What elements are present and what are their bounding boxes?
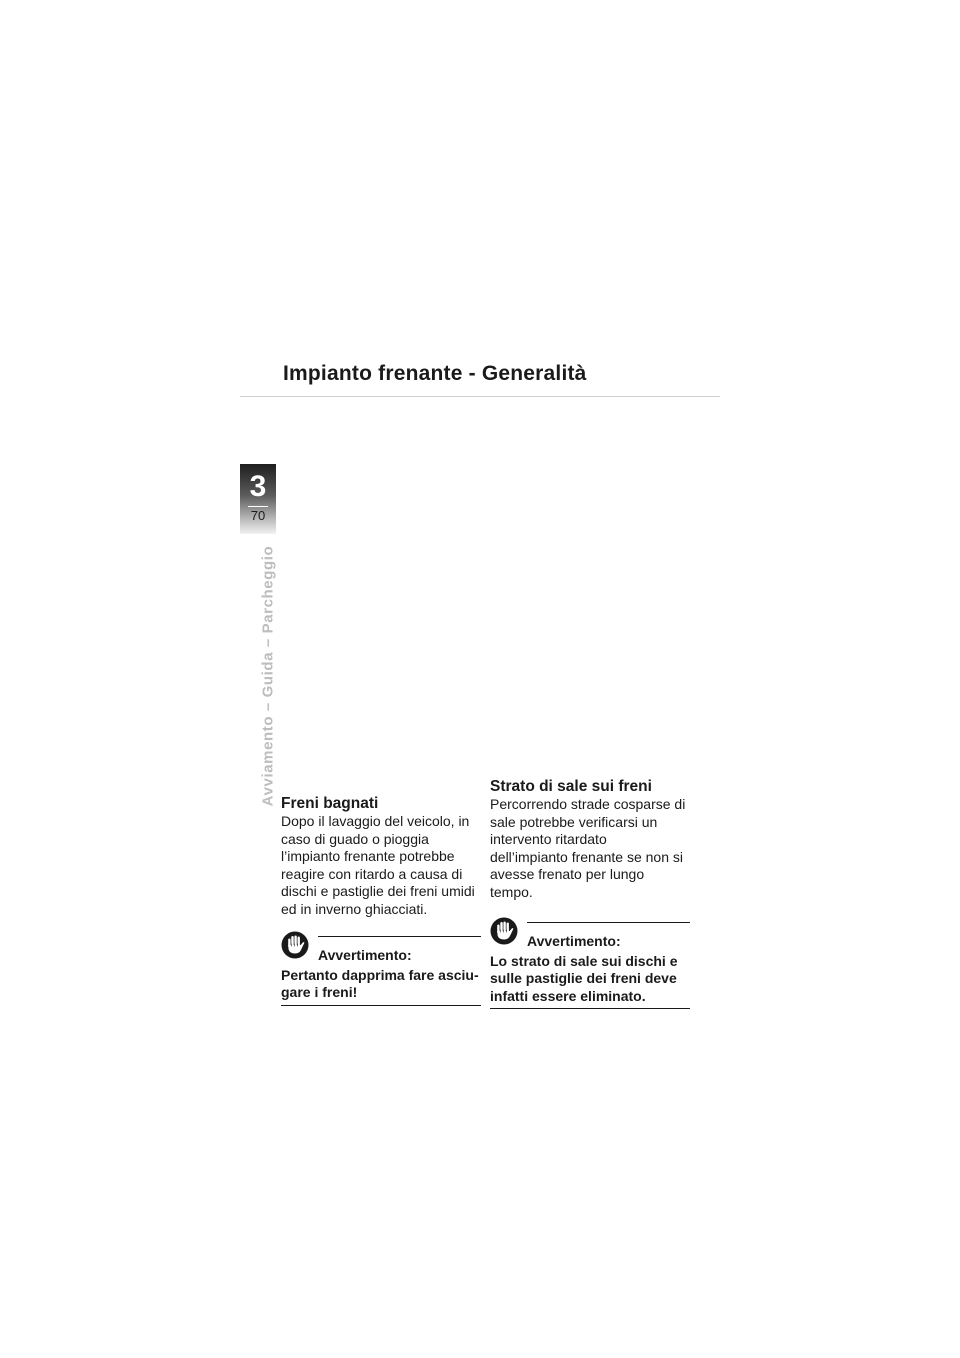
warning-label: Avvertimento: — [527, 932, 621, 949]
stop-hand-icon — [281, 931, 309, 959]
page-number: 70 — [250, 508, 266, 523]
warning-box — [490, 915, 690, 1010]
warning-label: Avvertimento: — [318, 946, 412, 963]
chapter-divider — [248, 506, 268, 507]
section-wet-brakes — [281, 795, 481, 1006]
warning-text: Pertanto dapprima fare asciu- gare i freni! — [281, 967, 481, 1006]
stop-hand-icon — [490, 917, 518, 945]
chapter-side-label: Avviamento – Guida – Parcheggio — [259, 545, 277, 807]
section-body: Percorrendo strade cosparse di sale potrebbe verificarsi un intervento ritardato dell’impianto frenante se non si avesse frenato per lungo tempo. — [490, 796, 686, 900]
section-heading: Strato di sale sui freni — [490, 778, 652, 795]
chapter-number: 3 — [249, 470, 267, 503]
page-title: Impianto frenante - Generalità — [283, 362, 587, 385]
chapter-tab — [240, 464, 276, 534]
section-salt-on-brakes — [490, 778, 690, 1009]
title-divider — [240, 396, 720, 397]
warning-divider — [318, 936, 481, 937]
warning-divider — [527, 922, 690, 923]
warning-text: Lo strato di sale sui dischi e sulle pastiglie dei freni deve infatti essere eliminato. — [490, 953, 690, 1010]
section-body: Dopo il lavaggio del veicolo, in caso di guado o pioggia l’impianto frenante potrebbe reagire con ritardo a causa di dischi e pastiglie dei freni umidi ed in inverno ghiacciati. — [281, 813, 475, 917]
warning-box — [281, 929, 481, 1006]
section-heading: Freni bagnati — [281, 795, 379, 812]
